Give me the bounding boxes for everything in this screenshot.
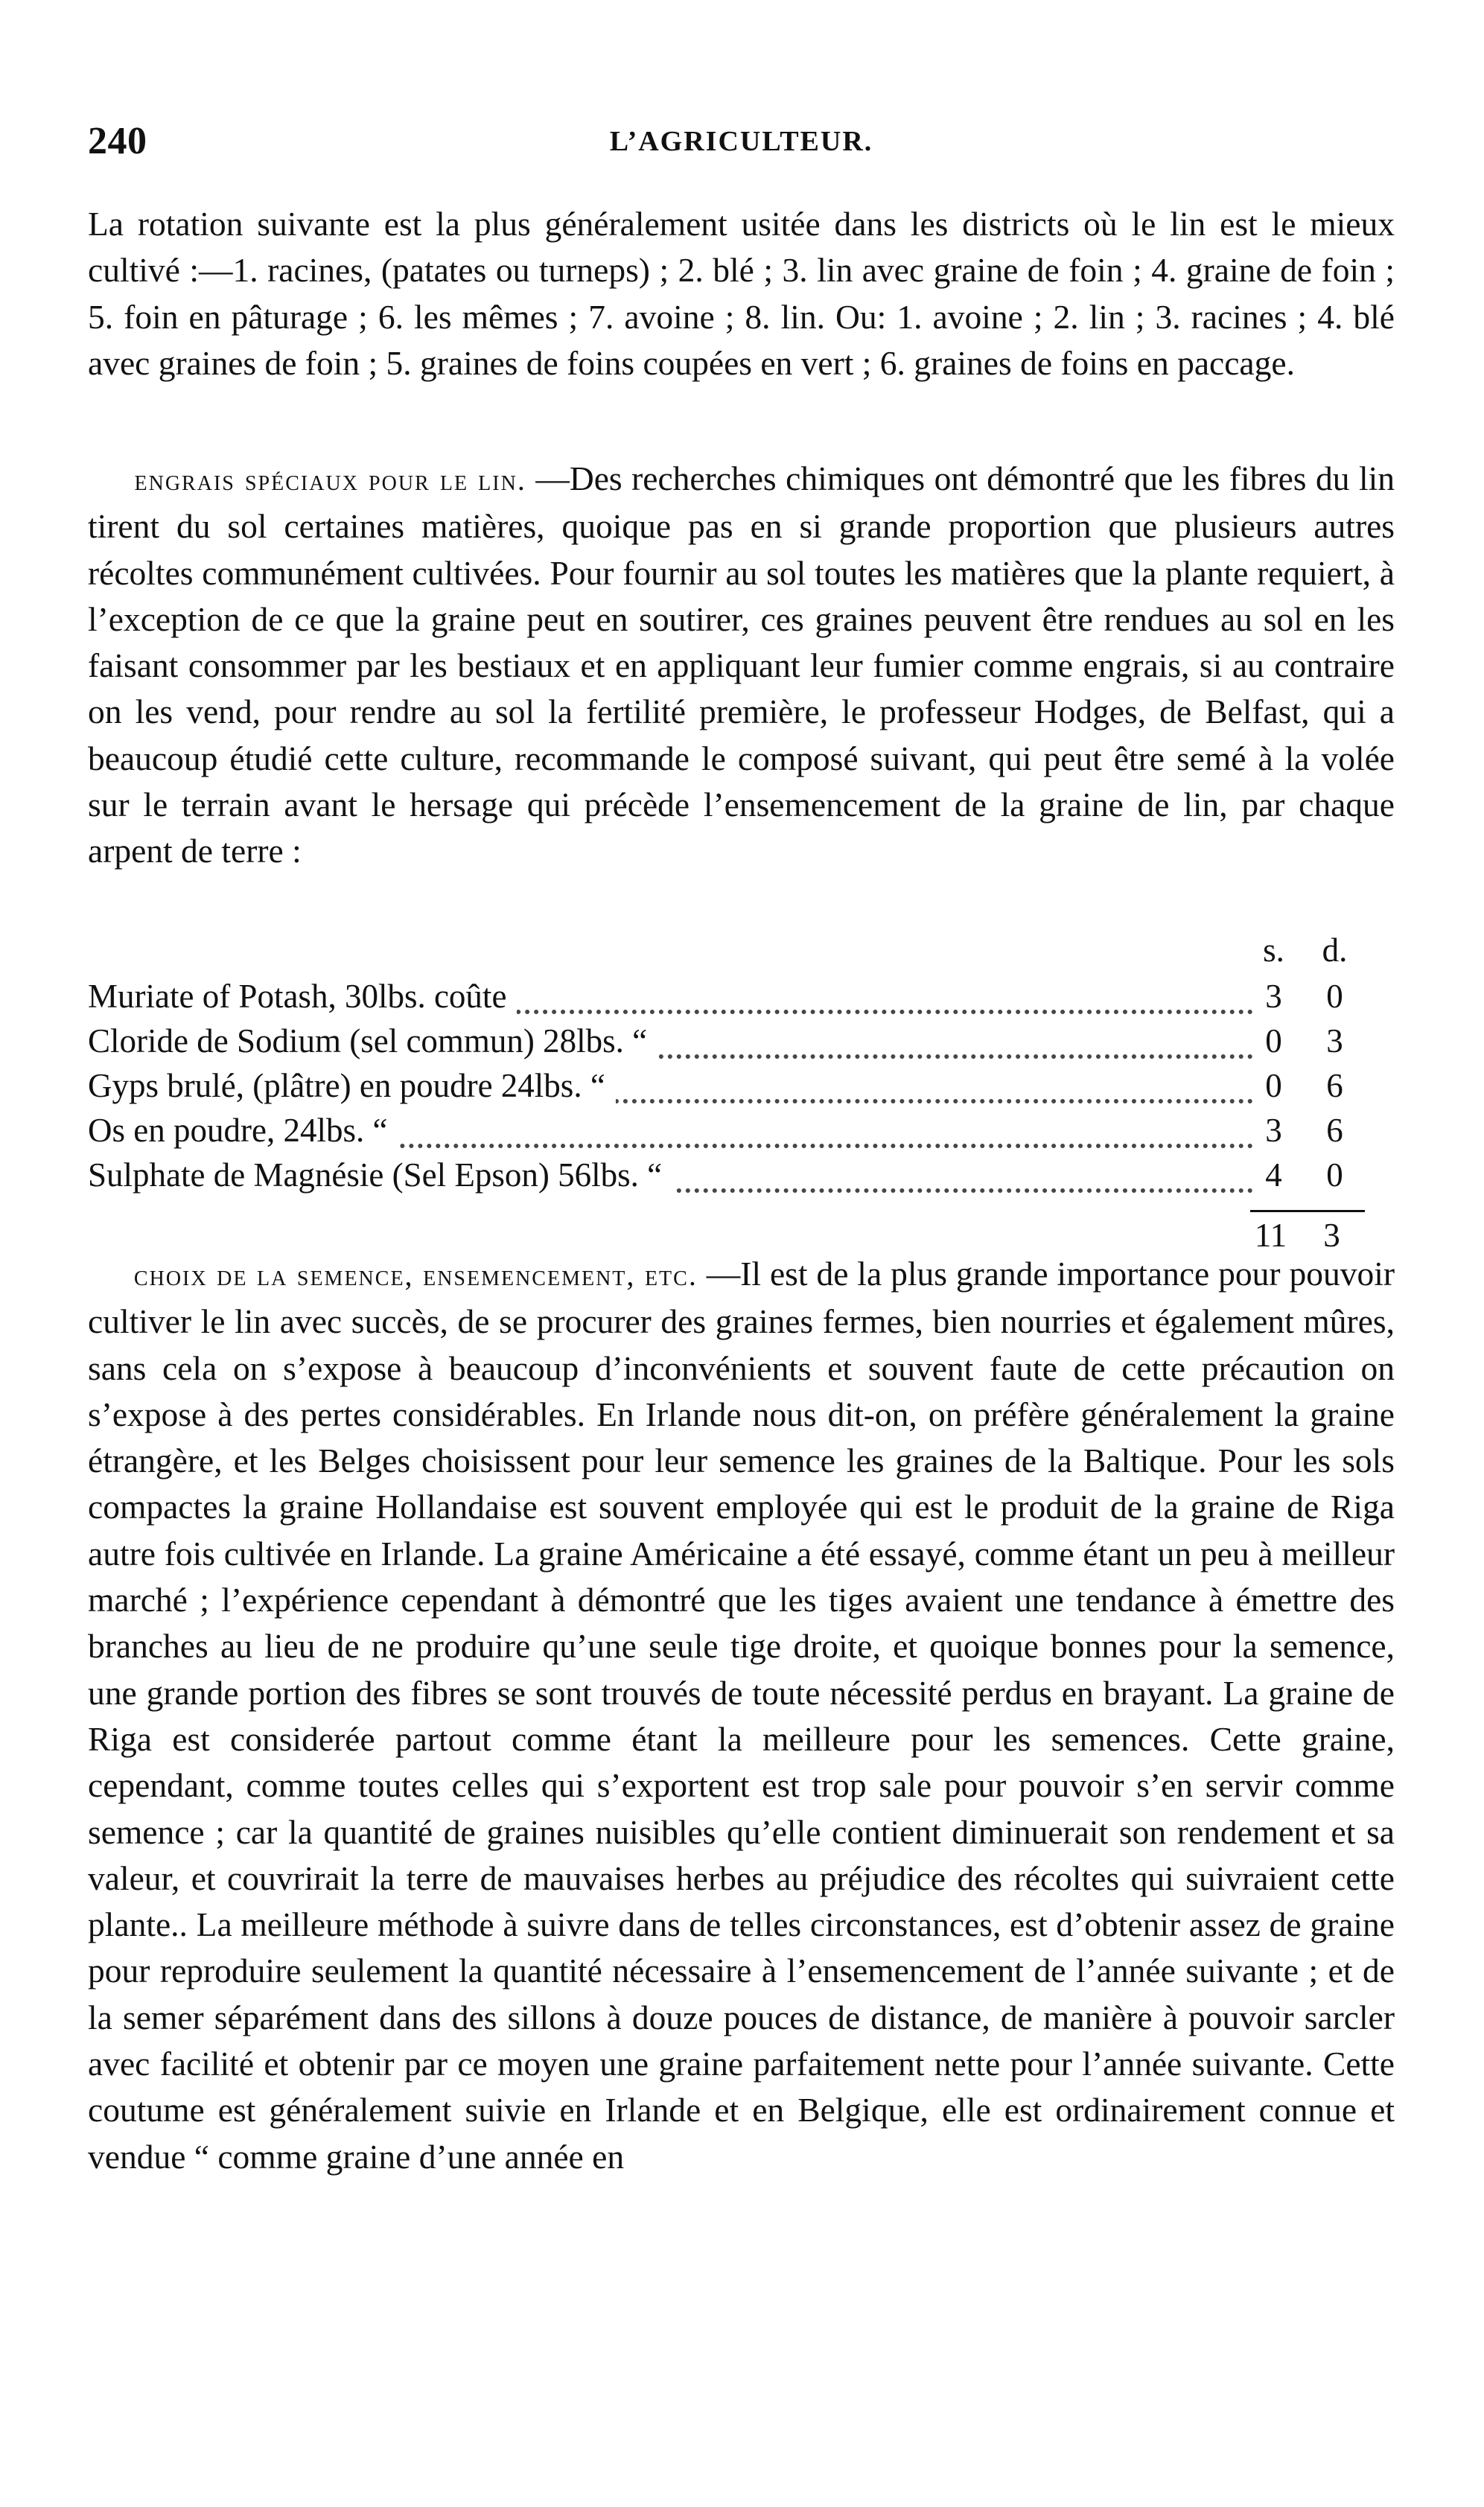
shillings-value: 0 (1265, 1022, 1282, 1060)
page-number: 240 (88, 120, 147, 162)
pence-value: 0 (1326, 1156, 1343, 1194)
table-header (1253, 931, 1365, 975)
paragraph-rotation (88, 201, 1395, 438)
fertilizer-label: Os en poudre, 24lbs. “ (88, 1111, 398, 1150)
page-header (88, 119, 1395, 171)
paragraph-special-fertilizers (88, 456, 1395, 932)
fertilizer-cost-table (88, 931, 1395, 1254)
section-heading-fertilizers: engrais spéciaux pour le lin. (134, 463, 526, 497)
section-heading-seed-choice: choix de la semence, ensemencement, etc. (133, 1258, 698, 1292)
fertilizer-label: Muriate of Potash, 30lbs. coûte (88, 977, 517, 1016)
shillings-value: 0 (1265, 1067, 1282, 1104)
fertilizer-label: Sulphate de Magnésie (Sel Epson) 56lbs. “ (88, 1156, 672, 1194)
pence-value: 6 (1326, 1067, 1343, 1104)
total-pence: 3 (1323, 1217, 1340, 1254)
pence-value: 3 (1326, 1022, 1343, 1060)
paragraph-special-fertilizers-text: —Des recherches chimiques ont démontré que les fibres du lin tirent du sol certaines matières, quoique pas en si grande proportion que plusieurs autres récoltes communément cultivées. Pour fournir au sol toutes les matières que la plante requiert, à l’exception de ce que la graine peut en soutirer, ces graines peuvent être rendues au sol en les faisant consommer par les bestiaux et en appliquant leur fumier comme engrais, si au contraire on les vend, pour rendre au sol la fertilité première, le professeur Hodges, de Belfast, qui a beaucoup étudié cette culture, recommande le composé suivant, qui peut être semé à la volée sur le terrain avant le hersage qui précède l’ensemencement de la graine de lin, par chaque arpent de terre : (88, 459, 1395, 870)
shillings-value: 4 (1265, 1156, 1282, 1194)
table-row (88, 1066, 1365, 1108)
total-shillings: 11 (1254, 1217, 1287, 1254)
table-row (88, 1111, 1365, 1153)
paragraph-seed-choice (88, 1251, 1395, 2446)
shillings-value: 3 (1265, 978, 1282, 1015)
paragraph-rotation-text: La rotation suivante est la plus généralement usitée dans les districts où le lin est le mieux cultivé :—1. racines, (patates ou turneps) ; 2. blé ; 3. lin avec graine de foin ; 4. graine de foin ; 5. foin en pâturage ; 6. les mêmes ; 7. avoine ; 8. lin. Ou: 1. avoine ; 2. lin ; 3. racines ; 4. blé avec graines de foin ; 5. graines de foins coupées en vert ; 6. graines de foins en paccage. (88, 205, 1395, 382)
table-row (88, 1022, 1365, 1063)
table-row (88, 977, 1365, 1019)
table-row (88, 1156, 1365, 1197)
total-rule (1250, 1210, 1365, 1212)
fertilizer-label: Gyps brulé, (plâtre) en poudre 24lbs. “ (88, 1066, 616, 1105)
fertilizer-label: Cloride de Sodium (sel commun) 28lbs. “ (88, 1022, 657, 1060)
pence-value: 6 (1326, 1112, 1343, 1149)
pence-column-header: d. (1322, 931, 1348, 969)
paragraph-seed-choice-text: —Il est de la plus grande importance pour pouvoir cultiver le lin avec succès, de se procurer des graines fermes, bien nourries et également mûres, sans cela on s’expose à beaucoup d’inconvénients et souvent faute de cette précaution on s’expose à des pertes considérables. En Irlande nous dit-on, on préfère généralement la graine étrangère, et les Belges choisissent pour leur semence les graines de la Baltique. Pour les sols compactes la graine Hollandaise est souvent employée qui est le produit de la graine de Riga autre fois cultivée en Irlande. La graine Américaine a été essayé, comme étant un peu à meilleur marché ; l’expérience cependant à démontré que les tiges avaient une tendance à émettre des branches au lieu de ne produire qu’une seule tige droite, et quoique bonnes pour la semence, une grande portion des fibres se sont trouvés de toute nécessité perdus en brayant. La graine de Riga est considerée partout comme étant la meilleure pour les semences. Cette graine, cependant, comme toutes celles qui s’exportent est trop sale pour pouvoir s’en servir comme semence ; car la quantité de graines nuisibles qu’elle contient diminuerait son rendement et sa valeur, et couvrirait la terre de mauvaises herbes au préjudice des récoltes qui suivraient cette plante.. La meilleure méthode à suivre dans de telles circonstances, est d’obtenir assez de graine pour reproduire seulement la quantité nécessaire à l’ensemencement de l’année suivante ; et de la semer séparément dans des sillons à douze pouces de distance, de manière à pouvoir sarcler avec facilité et obtenir par ce moyen une graine parfaitement nette pour l’année suivante. Cette coutume est généralement suivie en Irlande et en Belgique, elle est ordinairement connue et vendue “ comme graine d’une année en (88, 1255, 1395, 2176)
shillings-column-header: s. (1263, 931, 1284, 969)
shillings-value: 3 (1265, 1112, 1282, 1149)
running-title: L’AGRICULTEUR. (609, 126, 873, 157)
pence-value: 0 (1326, 978, 1343, 1015)
